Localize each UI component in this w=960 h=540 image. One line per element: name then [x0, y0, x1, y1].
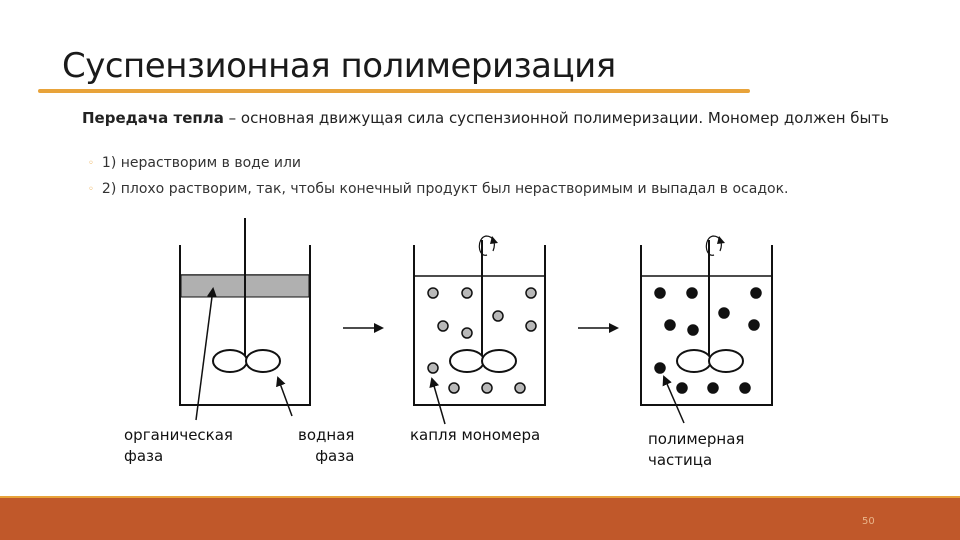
label-organic-phase-line2: фаза — [124, 447, 164, 465]
bullet-circle-icon: ◦ — [88, 158, 94, 169]
polymer-particle — [749, 320, 759, 330]
vessel-1 — [180, 218, 310, 405]
monomer-droplet — [526, 288, 536, 298]
monomer-droplet — [526, 321, 536, 331]
polymer-particle — [688, 325, 698, 335]
monomer-droplet — [449, 383, 459, 393]
monomer-droplet — [515, 383, 525, 393]
footer-bar — [0, 498, 960, 540]
polymer-particle — [708, 383, 718, 393]
intro-text: – основная движущая сила суспензионной полимеризации. Мономер должен быть — [223, 109, 889, 127]
monomer-droplet — [428, 288, 438, 298]
polymer-particle — [740, 383, 750, 393]
bullet-circle-icon: ◦ — [88, 184, 94, 195]
pointer-monomer-drop — [432, 379, 445, 424]
vessel-2 — [414, 240, 545, 405]
bullet-text-2: 2) плохо растворим, так, чтобы конечный продукт был нерастворимым и выпадал в осадок. — [101, 181, 789, 197]
label-polymer-particle-line1: полимерная — [648, 430, 745, 448]
monomer-droplet — [428, 363, 438, 373]
label-polymer-particle-line2: частица — [648, 451, 713, 469]
label-aqueous-phase-line1: водная — [298, 426, 355, 444]
polymer-particle — [719, 308, 729, 318]
polymer-particle — [665, 320, 675, 330]
pointer-aqueous-phase — [278, 378, 292, 416]
polymer-particle — [655, 363, 665, 373]
polymer-particle — [687, 288, 697, 298]
label-polymer-particle — [648, 429, 744, 471]
polymer-particle — [655, 288, 665, 298]
label-aqueous-phase — [298, 425, 354, 467]
pointer-organic-phase — [196, 289, 213, 420]
label-aqueous-phase-line2: фаза — [315, 447, 355, 465]
monomer-droplet — [462, 288, 472, 298]
monomer-droplet — [493, 311, 503, 321]
intro-bold: Передача тепла — [82, 109, 224, 127]
polymer-particle — [751, 288, 761, 298]
label-organic-phase — [124, 425, 233, 467]
label-organic-phase-line1: органическая — [124, 426, 233, 444]
monomer-droplet — [438, 321, 448, 331]
slide-title: Суспензионная полимеризация — [62, 46, 616, 86]
polymer-particle — [677, 383, 687, 393]
label-monomer-drop: капля мономера — [410, 426, 541, 444]
monomer-droplet — [482, 383, 492, 393]
monomer-droplet — [462, 328, 472, 338]
bullet-text-1: 1) нерастворим в воде или — [101, 155, 302, 171]
page-number: 50 — [862, 516, 875, 527]
